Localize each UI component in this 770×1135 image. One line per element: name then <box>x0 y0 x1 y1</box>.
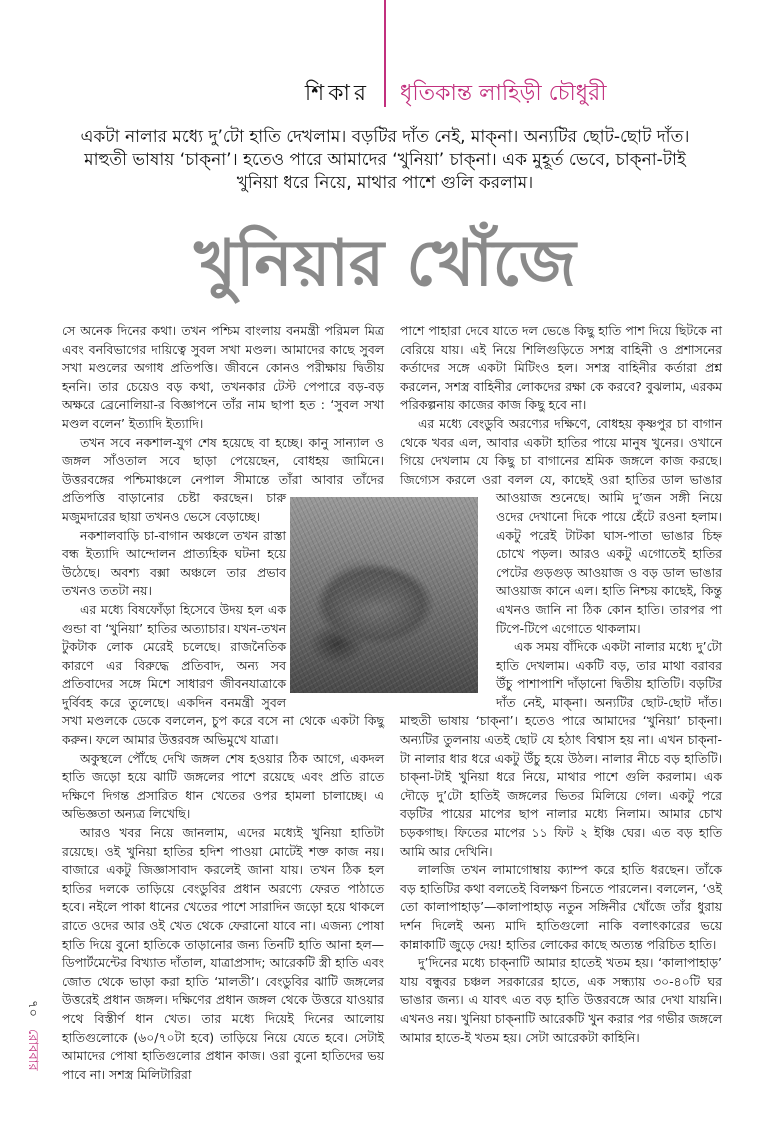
author-name: ধৃতিকান্ত লাহিড়ী চৌধুরী <box>400 81 607 106</box>
paragraph: দু’দিনের মধ্যে চাক্‌নাটি আমার হাতেই খতম হয়। ‘কালাপাহাড়’ যায় বন্ধুবর চঞ্চল সরকারের হাতে, এক সন্ধ্যায় ৩০-৪০টি ঘর ভাঙার জন্য। এ যাবৎ এত বড় হাতি উত্তরবঙ্গে আর দেখা যায়নি। এখনও নয়। খুনিয়া চাক্‌নাটি আরেকটি খুন করার পর গভীর জঙ্গলে আমার হাতে-ই খতম হয়। সেটা আরেকটা কাহিনি। <box>400 955 722 1045</box>
left-column <box>62 322 384 1084</box>
paragraph: নকশালবাড়ি চা-বাগান অঞ্চলে তখন রাস্তা বন্ধ ইত্যাদি আন্দোলন প্রাত্যহিক ঘটনা হয়ে উঠেছে। অবশ্য বক্সা অঞ্চলে তার প্রভাব তখনও ততটা নয়। <box>62 527 286 599</box>
magazine-name: রোববার <box>25 1029 40 1071</box>
elephant-photo <box>290 497 478 693</box>
intro-blurb: একটা নালার মধ্যে দু’টো হাতি দেখলাম। বড়টির দাঁত নেই, মাক্‌না। অন্যটির ছোট-ছোট দাঁত। মাহুতী ভাষায় ‘চাক্‌না’। হতেও পারে আমাদের ‘খুনিয়া’ চাক্‌না। এক মুহূর্ত ভেবে, চাক্‌না-টাই খুনিয়া ধরে নিয়ে, মাথার পাশে গুলি করলাম। <box>80 127 690 193</box>
header-divider <box>384 0 386 107</box>
page-footer <box>24 1000 40 1071</box>
paragraph: সে অনেক দিনের কথা। তখন পশ্চিম বাংলায় বনমন্ত্রী পরিমল মিত্র এবং বনবিভাগের দায়িত্বে সুবল সখা মণ্ডল। আমাদের কাছে সুবল সখা মণ্ডলের অগাধ প্রতিপত্তি। জীবনে কোনও পরীক্ষায় দ্বিতীয় হননি। তার চেয়েও বড় কথা, তখনকার টেস্ট পেপারে বড়-বড় অক্ষরে ব্রেনোলিয়া-র বিজ্ঞাপনে তাঁর নাম ছাপা হত : ‘সুবল সখা মণ্ডল বলেন’ ইত্যাদি ইত্যাদি। <box>62 323 384 431</box>
paragraph: এর মধ্যে বেংডুবি অরণ্যের দক্ষিণে, বোধহয় কৃষ্ণপুর চা বাগান থেকে খবর এল, আবার একটা হাতির পায়ে মানুষ খুনের। ওখানে গিয়ে দেখলাম যে কিছু চা বাগানের শ্রমিক জঙ্গলে কাজ করছে। জিগ্যেস করলে ওরা বলল যে, কাছেই ওরা হাতির ডাল ভাঙার আওয়াজ শুনেছে। আমি দু’জন সঙ্গী নিয়ে ওদের দেখানো দিকে পায়ে হেঁটে রওনা হলাম। একটু পরেই টাটকা ঘাস-পাতা ভাঙার চিহ্ন চোখে পড়ল। আরও একটু এগোতেই হাতির পেটের গুড়গুড় আওয়াজ ও বড় ডাল ভাঙার আওয়াজ কানে এল। হাতি নিশ্চয় কাছেই, কিন্তু এখনও জানি না ঠিক কোন হাতি। তারপর পা টিপে-টিপে এগোতে থাকলাম। <box>400 415 722 636</box>
paragraph: অকুস্থলে পৌঁছে দেখি জঙ্গল শেষ হওয়ার ঠিক আগে, একদল হাতি জড়ো হয়ে ঝাটি জঙ্গলের পাশে রয়েছে এবং প্রতি রাতে দক্ষিণে দিগন্ত প্রসারিত ধান খেতের ওপর হামলা চালাচ্ছে। এ অভিজ্ঞতা অন্যত্র লিখেছি। <box>62 750 384 822</box>
paragraph: আরও খবর নিয়ে জানলাম, এদের মধ্যেই খুনিয়া হাতিটা রয়েছে। ওই খুনিয়া হাতির হদিশ পাওয়া মোটেই শক্ত কাজ নয়। বাজারে একটু জিজ্ঞাসাবাদ করলেই জানা যায়। তখন ঠিক হল হাতির দলকে তাড়িয়ে বেংডুবির প্রধান অরণ্যে ফেরত পাঠাতে হবে। নইলে পাকা ধানের খেতের পাশে সারাদিন জড়ো হয়ে থাকলে রাতে ওদের আর ওই খেত থেকে ফেরানো যাবে না। এজন্য পোষা হাতি দিয়ে বুনো হাতিকে তাড়ানোর জন্য তিনটি হাতি আনা হল—ডিপার্টমেন্টের বিখ্যাত দাঁতাল, যাত্রাপ্রসাদ; আরেকটি স্ত্রী হাতি এবং জোত থেকে ভাড়া করা হাতি ‘মালতী’। বেংডুবির ঝাটি জঙ্গলের উত্তরেই প্রধান জঙ্গল। দক্ষিণের প্রধান জঙ্গল থেকে উত্তরে যাওয়ার পথে বিস্তীর্ণ ধান খেত। তার মধ্যে দিয়েই দিনের আলোয় হাতিগুলোকে (৬০/৭০টা হবে) তাড়িয়ে নিয়ে যেতে হবে। সেটাই আমাদের পোষা হাতিগুলোর প্রধান কাজ। ওরা বুনো হাতিদের ভয় পাবে না। সশস্ত্র মিলিটারিরা <box>62 825 384 1082</box>
paragraph: লালজি তখন লামাগোম্বায় ক্যাম্প করে হাতি ধরছেন। তাঁকে বড় হাতিটির কথা বলতেই বিলক্ষণ চিনতে পারলেন। বললেন, ‘ওই তো কালাপাহাড়’—কালাপাহাড় নতুন সঙ্গিনীর খোঁজে তাঁর ধুরায় দর্শন দিলেই অন্য মাদি হাতিগুলো নাকি বলাৎকারের ভয়ে কান্নাকাটি জুড়ে দেয়! হাতির লোকের কাছে অত্যন্ত পরিচিত হাতি। <box>400 862 722 952</box>
article-title: খুনিয়ার খোঁজে <box>194 227 576 301</box>
paragraph: এর মধ্যে বিষফোঁড়া হিসেবে উদয় হল এক গুন্ডা বা ‘খুনিয়া’ হাতির অত্যাচার। যখন-তখন টুকটাক লোক মেরেই চলেছে। রাজনৈতিক কারণে এর বিরুদ্ধে প্রতিবাদ, অন্য সব প্রতিবাদের সঙ্গে মিশে সাধারণ জীবনযাত্রাকে দুর্বিবহ করে তুলেছে। একদিন বনমন্ত্রী সুবল সখা মণ্ডলকে ডেকে বললেন, চুপ করে বসে না থেকে একটা কিছু করুন। ফলে আমার উত্তরবঙ্গ অভিমুখে যাত্রা। <box>62 601 384 748</box>
paragraph: পাশে পাহারা দেবে যাতে দল ভেঙে কিছু হাতি পাশ দিয়ে ছিটকে না বেরিয়ে যায়। এই নিয়ে শিলিগুড়িতে সশস্ত্র বাহিনী ও প্রশাসনের কর্তাদের সঙ্গে একটা মিটিংও হল। সশস্ত্র বাহিনীর কর্তারা প্রশ্ন করলেন, সশস্ত্র বাহিনীর লোকদের রক্ষা কে করবে? বুঝলাম, এরকম পরিকল্পনায় কাজের কাজ কিছু হবে না। <box>400 323 722 413</box>
paragraph: এক সময় বাঁদিকে একটা নালার মধ্যে দু’টো হাতি দেখলাম। একটি বড়, তার মাথা বরাবর উঁচু পাশাপাশি দাঁড়ানো দ্বিতীয় হাতিটি। বড়টির দাঁত নেই, মাক্‌না। অন্যটির ছোট-ছোট দাঁত। মাহুতী ভাষায় ‘চাক্‌না’। হতেও পারে আমাদের ‘খুনিয়া’ চাক্‌না। অন্যটির তুলনায় এতই ছোট যে হঠাৎ বিশ্বাস হয় না। এখন চাক্‌না-টা নালার ধার ধরে একটু উঁচু হয়ে উঠল। নালার নীচে বড় হাতিটি। চাক্‌না-টাই খুনিয়া ধরে নিয়ে, মাথার পাশে গুলি করলাম। এক দৌড়ে দু’টো হাতিই জঙ্গলের ভিতর মিলিয়ে গেল। একটু পরে বড়টির পায়ের মাপের ছাপ নালার মধ্যে নিলাম। আমার চোখ চড়কগাছ। ফিতের মাপের ১১ ফিট ২ ইঞ্চি ঘের। এত বড় হাতি আমি আর দেখিনি। <box>400 639 722 859</box>
section-label: শিকার <box>304 81 370 106</box>
paragraph: তখন সবে নকশাল-যুগ শেষ হয়েছে বা হচ্ছে। কানু সান্যাল ও জঙ্গল সাঁওতাল সবে ছাড়া পেয়েছেন, বোধহয় জামিনে। উত্তরবঙ্গের পশ্চিমাঞ্চলে নেপাল সীমান্তে তাঁরা আবার তাঁদের প্রতিপত্তি বাড়ানোর চেষ্টা করছেন। চারু মজুমদারের ছায়া তখনও ভেসে বেড়াচ্ছে। <box>62 434 384 524</box>
page-number: ৭০ <box>25 1000 40 1017</box>
